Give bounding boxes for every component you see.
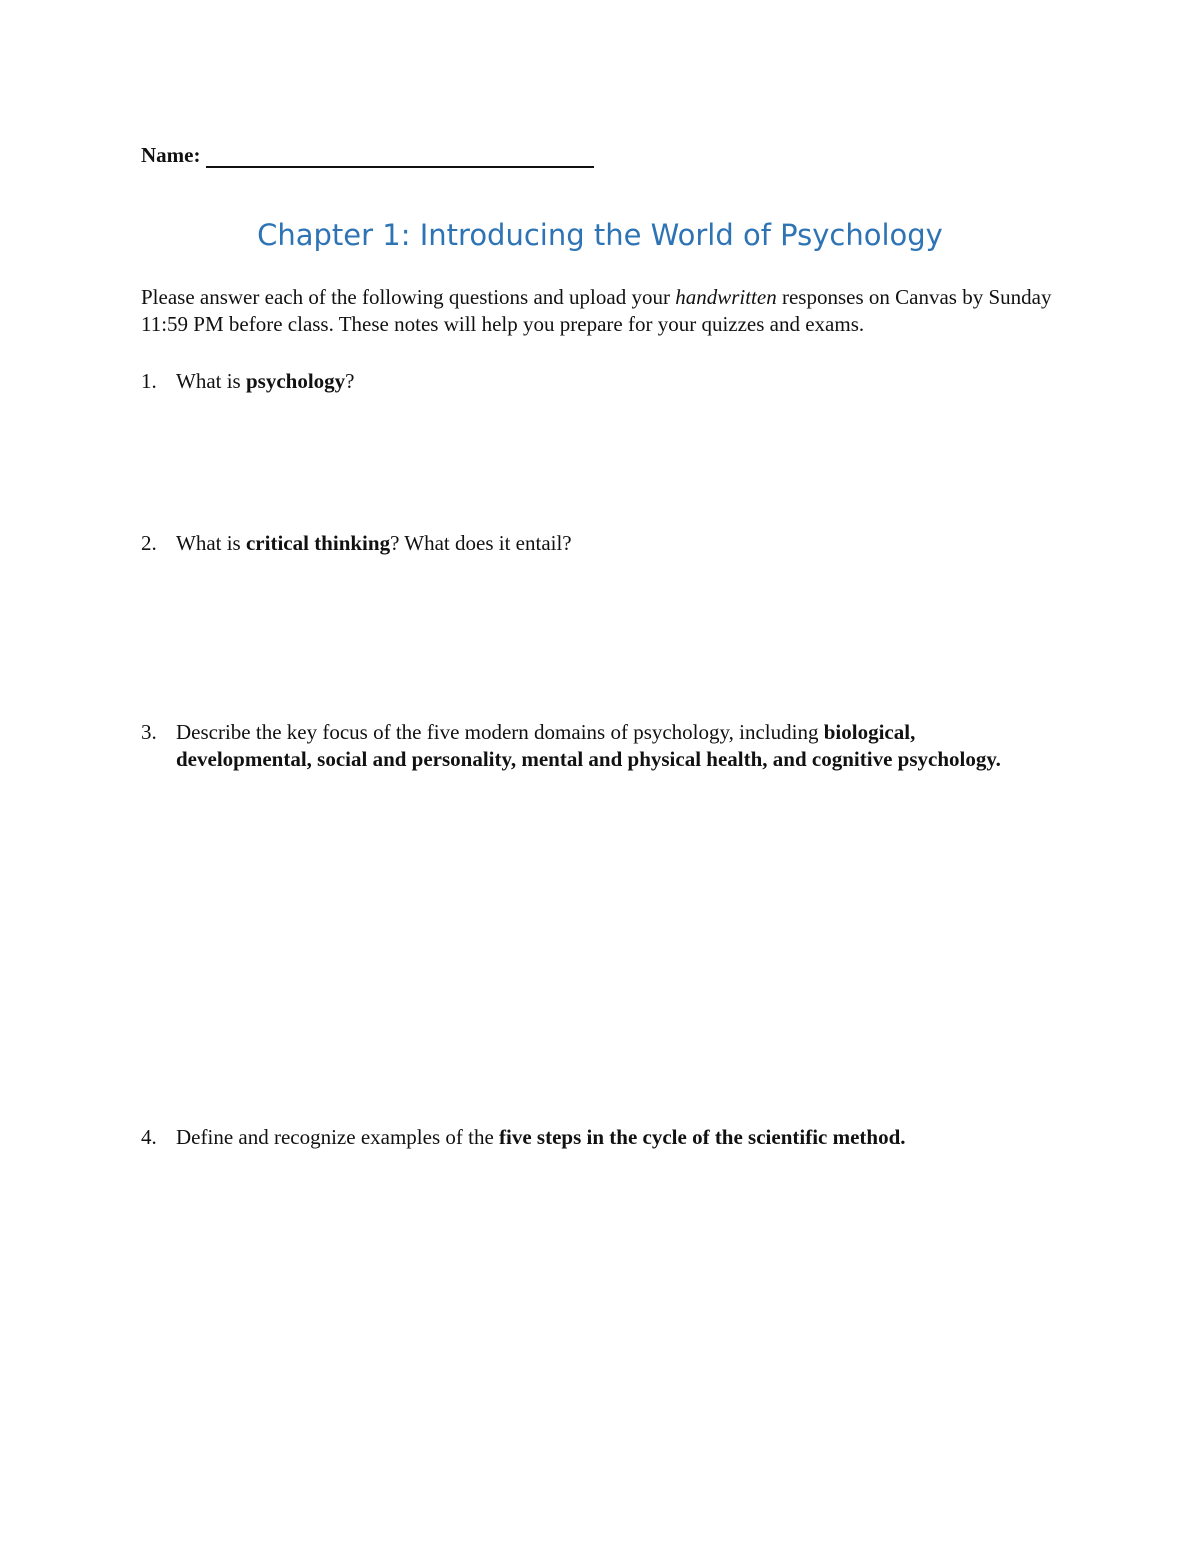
name-field — [141, 142, 594, 168]
question-text-start: Define and recognize examples of the — [176, 1125, 500, 1149]
question-text — [176, 719, 1041, 773]
name-blank-line — [206, 142, 594, 168]
question-2 — [141, 530, 1041, 557]
question-text — [176, 530, 1041, 557]
question-key-term: psychology — [245, 369, 346, 393]
question-key-term: five steps in the cycle of the scientific method. — [499, 1125, 906, 1149]
name-label: Name: — [141, 143, 201, 167]
question-text-end: ? What does it entail? — [390, 531, 572, 555]
question-text-end: ? — [345, 369, 355, 393]
question-4 — [141, 1124, 1041, 1151]
question-number: 4. — [141, 1125, 157, 1149]
question-1 — [141, 368, 1041, 395]
instructions-paragraph — [141, 284, 1081, 338]
question-3 — [141, 719, 1041, 773]
question-number: 1. — [141, 369, 157, 393]
instructions-emphasis: handwritten — [675, 285, 777, 309]
question-text-start: What is — [176, 369, 246, 393]
question-key-term: biological, developmental, social and personality, mental and physical health, and cognitive psychology. — [176, 720, 1001, 771]
question-number: 2. — [141, 531, 157, 555]
question-text — [176, 368, 1041, 395]
question-text-start: What is — [176, 531, 246, 555]
instructions-text-start: Please answer each of the following questions and upload your — [141, 285, 676, 309]
page-title: Chapter 1: Introducing the World of Psychology — [257, 218, 943, 252]
instructions-text-end: responses on Canvas by Sunday 11:59 PM before class. These notes will help you prepare for your quizzes and exams. — [141, 285, 1052, 336]
question-text — [176, 1124, 1041, 1151]
question-text-start: Describe the key focus of the five modern domains of psychology, including — [176, 720, 824, 744]
question-key-term: critical thinking — [245, 531, 391, 555]
question-number: 3. — [141, 720, 157, 744]
